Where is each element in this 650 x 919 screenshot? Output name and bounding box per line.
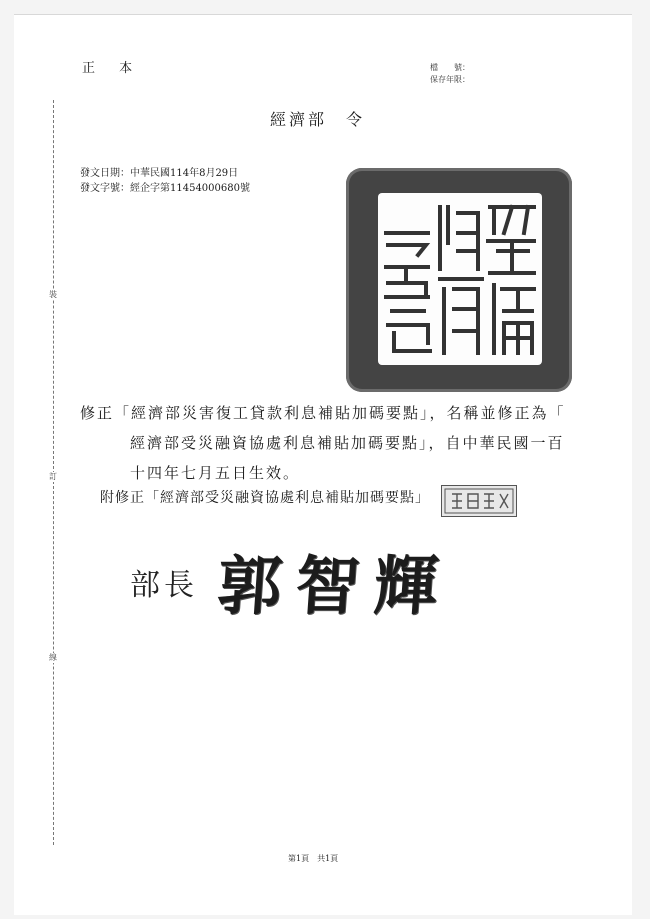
binding-mark-line: 線 xyxy=(49,653,57,662)
body-line-1: 修正「經濟部災害復工貸款利息補貼加碼要點」，名稱並修正為「 xyxy=(80,404,566,422)
seal-face xyxy=(378,193,542,365)
binding-mark-bind: 裝 xyxy=(49,290,57,299)
issue-date: 發文日期：中華民國114年8月29日 xyxy=(80,168,239,179)
original-copy-mark: 正 本 xyxy=(82,61,143,76)
issue-number: 發文字號：經企字第11454000680號 xyxy=(80,183,250,194)
seal-script-glyphs xyxy=(378,193,542,365)
minister-signature: 郭智輝 xyxy=(214,549,455,624)
body-line-3: 十四年七月五日生效。 xyxy=(130,464,301,482)
minister-title: 部長 xyxy=(130,568,198,603)
decree-body xyxy=(80,398,580,488)
official-seal-image xyxy=(346,168,572,392)
document-title: 經濟部 令 xyxy=(270,110,366,129)
issue-info xyxy=(80,166,250,196)
attachment-line: 附修正「經濟部受災融資協處利息補貼加碼要點」 xyxy=(100,490,430,506)
attachment-stamp-image xyxy=(441,485,517,517)
body-line-2: 經濟部受災融資協處利息補貼加碼要點」，自中華民國一百 xyxy=(130,434,565,452)
file-number-label: 檔 號： xyxy=(430,63,470,72)
attachment-stamp-glyphs xyxy=(442,486,516,516)
page-number: 第1頁 共1頁 xyxy=(288,854,339,863)
binding-mark-staple: 訂 xyxy=(49,472,57,481)
retention-period-label: 保存年限： xyxy=(430,75,470,84)
archive-info xyxy=(430,62,470,86)
